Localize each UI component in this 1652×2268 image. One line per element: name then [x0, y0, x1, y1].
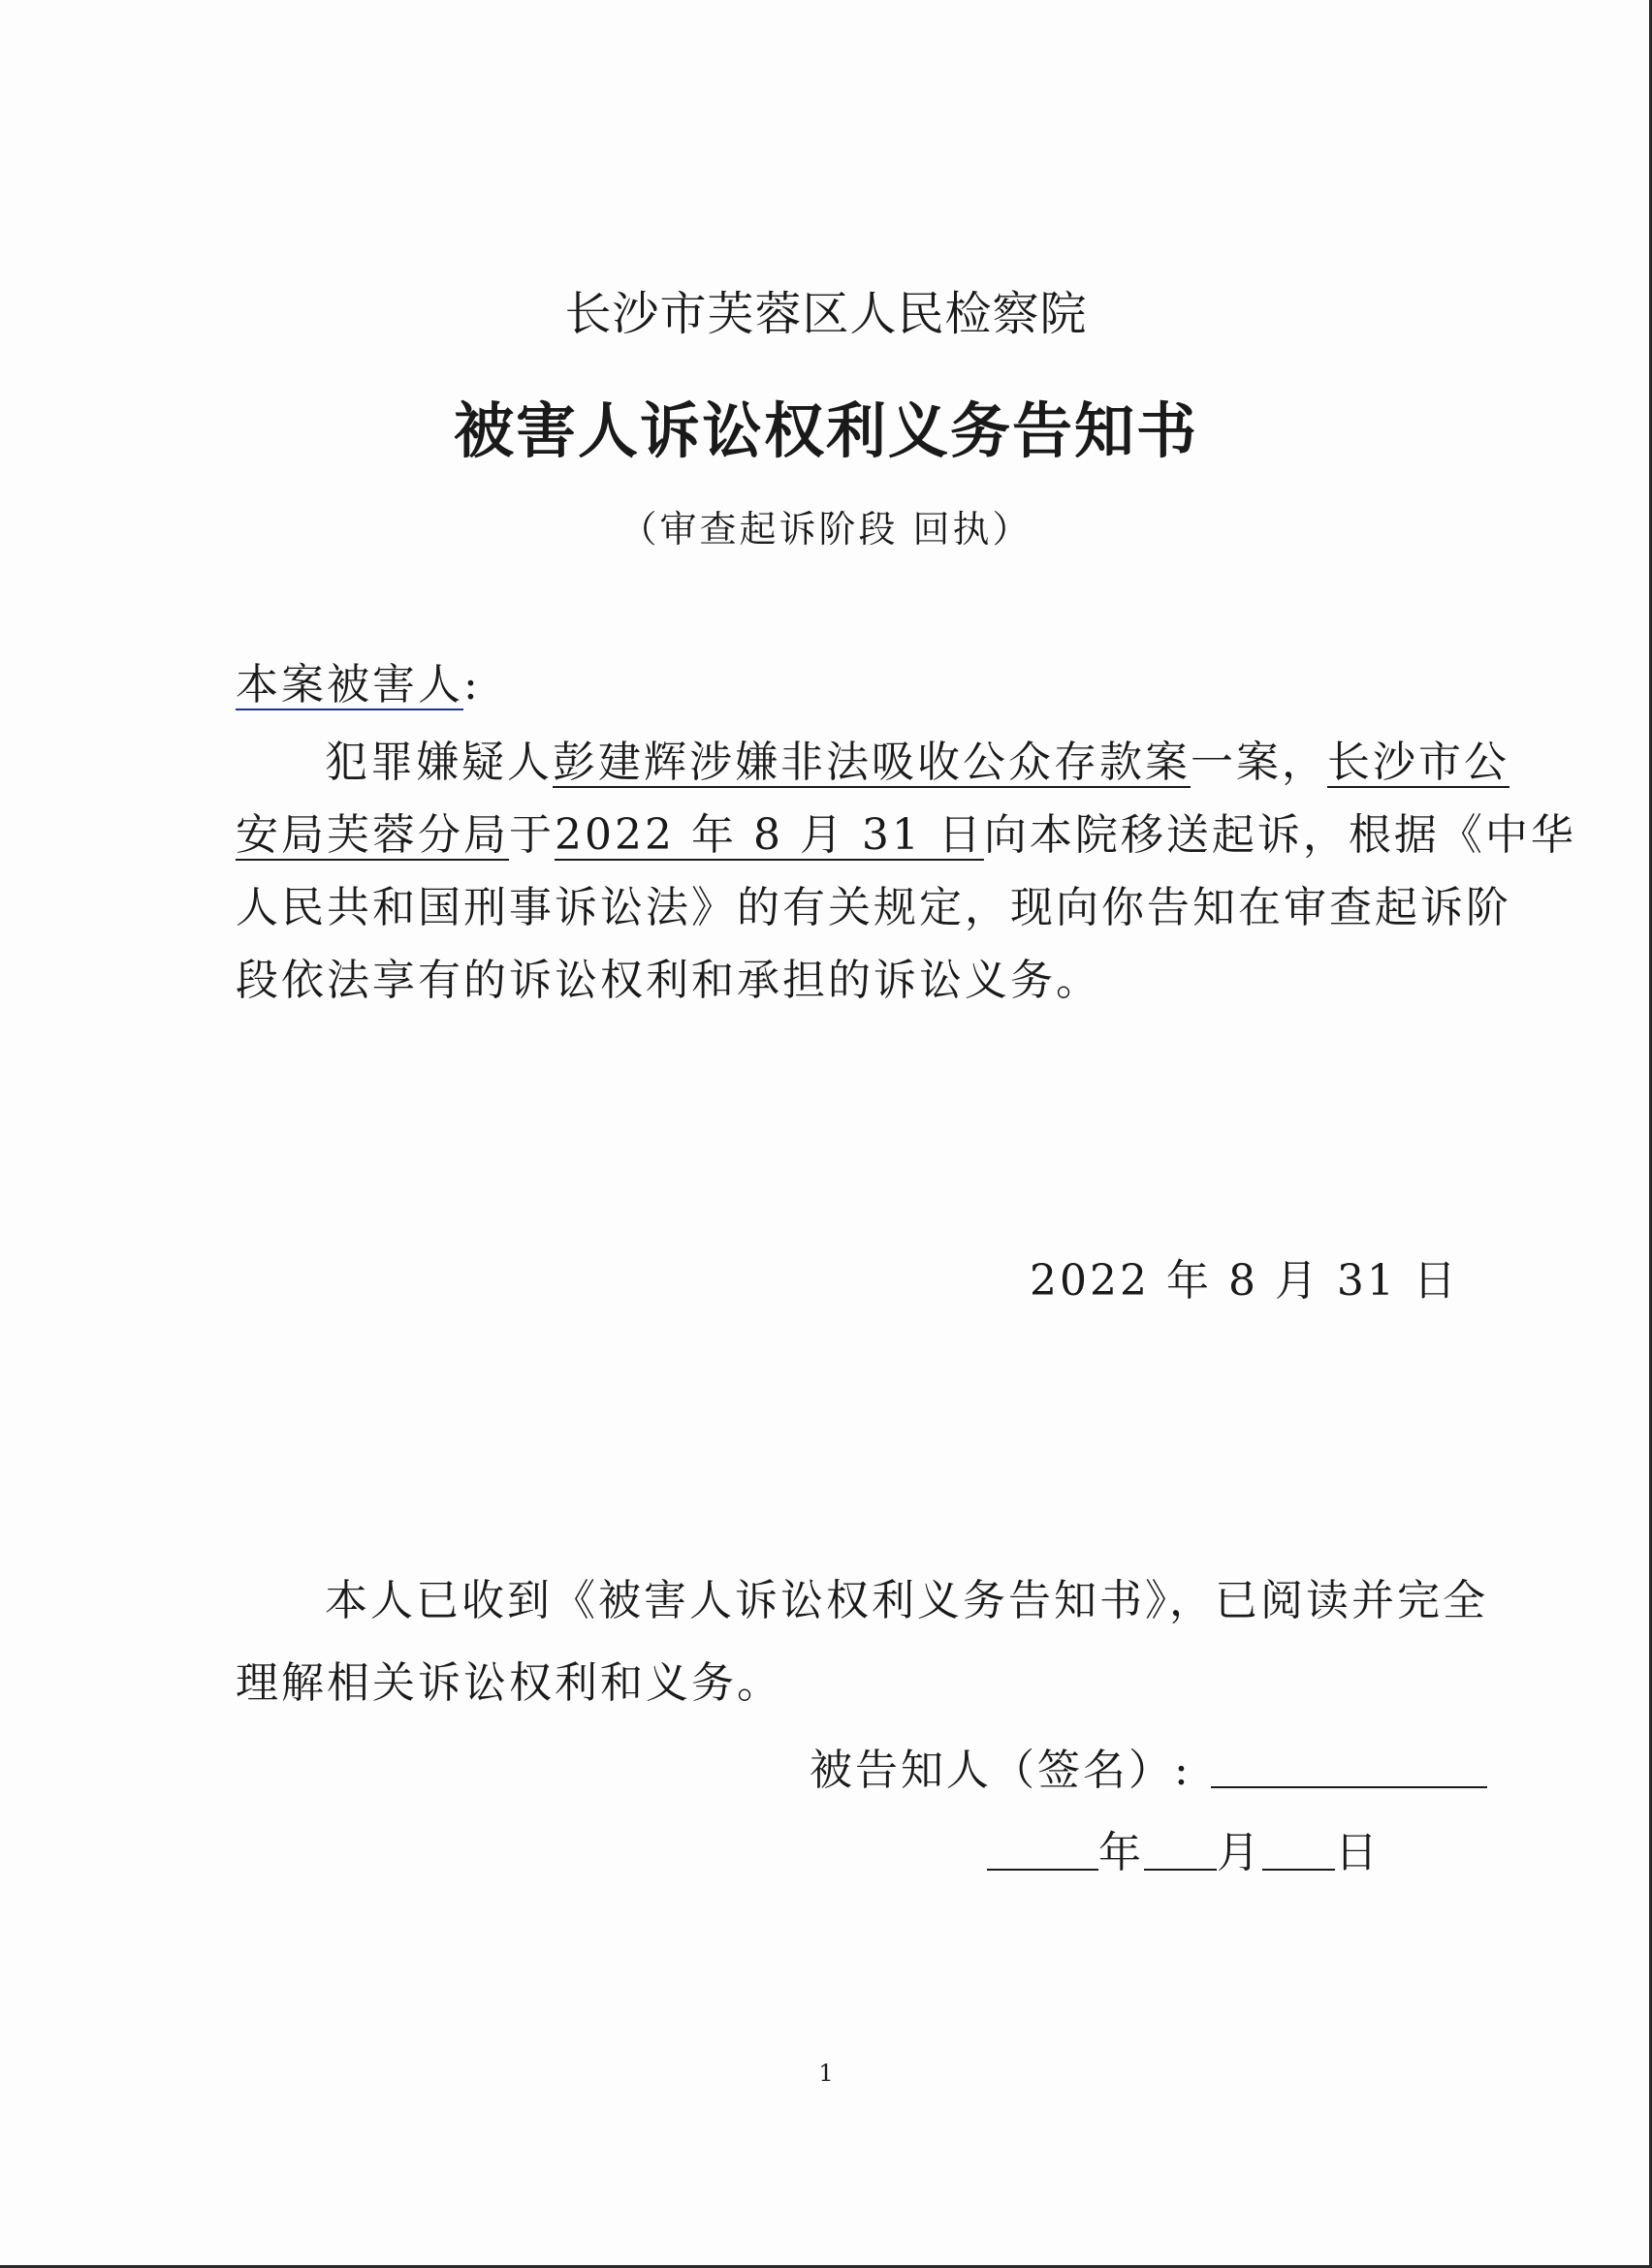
month-blank[interactable]: [1144, 1832, 1217, 1871]
case-name: 彭建辉涉嫌非法吸收公众存款案: [553, 738, 1191, 787]
paragraph-line-4: 段依法享有的诉讼权利和承担的诉讼义务。: [236, 956, 1101, 1005]
document-title: 被害人诉讼权利义务告知书: [453, 395, 1198, 466]
sign-date-row: [987, 1817, 1381, 1879]
p1-middle: 一案，: [1191, 738, 1327, 787]
addressee: 本案被害人: [236, 660, 463, 709]
signature-label: 被告知人（签名）:: [810, 1746, 1191, 1795]
year-blank[interactable]: [987, 1832, 1098, 1871]
p2-suffix: 向本院移送起诉，根据《中华: [983, 810, 1576, 860]
p1-prefix: 犯罪嫌疑人: [325, 738, 553, 787]
document-subtitle: （审查起诉阶段 回执）: [620, 508, 1032, 551]
agency-name-part2: 安局芙蓉分局: [236, 810, 509, 860]
page-number: 1: [818, 2060, 834, 2087]
paragraph-line-3: 人民共和国刑事诉讼法》的有关规定，现向你告知在审查起诉阶: [236, 883, 1511, 932]
acknowledgement-line-2: 理解相关诉讼权利和义务。: [236, 1658, 782, 1708]
signature-row: [810, 1735, 1487, 1797]
organization-name: 长沙市芙蓉区人民检察院: [564, 287, 1088, 341]
addressee-colon: :: [463, 660, 481, 709]
acknowledgement-line-1: 本人已收到《被害人诉讼权利义务告知书》，已阅读并完全: [325, 1576, 1488, 1625]
paragraph-line-2: [236, 800, 1576, 862]
day-label: 日: [1335, 1828, 1381, 1877]
month-label: 月: [1217, 1828, 1262, 1877]
addressee-line: [236, 649, 481, 711]
agency-name-part1: 长沙市公: [1327, 738, 1509, 787]
year-label: 年: [1098, 1828, 1144, 1877]
day-blank[interactable]: [1262, 1832, 1335, 1871]
transfer-date: 2022 年 8 月 31 日: [555, 810, 984, 860]
signature-blank[interactable]: [1211, 1749, 1487, 1788]
p2-prefix: 于: [509, 810, 555, 860]
issue-date: 2022 年 8 月 31 日: [1030, 1256, 1459, 1306]
paragraph-line-1: [325, 727, 1509, 789]
